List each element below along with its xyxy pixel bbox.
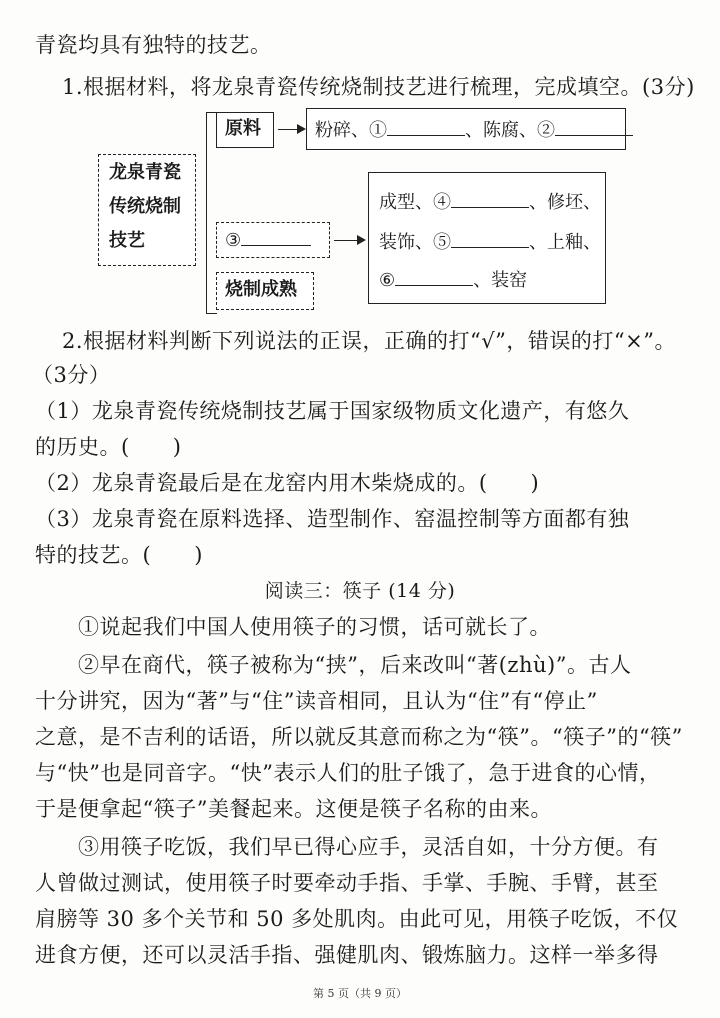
raw-content-b: 、陈腐、②	[465, 120, 555, 141]
root-line-3: 技艺	[109, 230, 145, 251]
blank-6[interactable]	[395, 267, 473, 286]
para-3-line-3: 肩膀等 30 多个关节和 50 多处肌肉。由此可见，用筷子吃饭，不仅	[35, 907, 679, 931]
root-line-2: 传统烧制	[109, 196, 181, 217]
mid-label: ③	[225, 230, 242, 251]
para-3-line-2: 人曾做过测试，使用筷子时要牵动手指、手掌、手腕、手臂，甚至	[35, 871, 659, 895]
question-1: 1.根据材料，将龙泉青瓷传统烧制技艺进行梳理，完成填空。(3分)	[62, 75, 695, 99]
reading-title: 阅读三：筷子 (14 分)	[264, 580, 456, 602]
process-box	[368, 172, 606, 304]
mid-box	[216, 222, 330, 258]
blank-4[interactable]	[451, 189, 529, 208]
para-2-line-4: 与“快”也是同音字。“快”表示人们的肚子饿了，急于进食的心情，	[35, 761, 661, 785]
blank-1[interactable]	[387, 117, 465, 136]
raw-content-a: 粉碎、①	[315, 120, 387, 141]
proc-1b: 、修坯、	[529, 192, 601, 213]
q2-item-2: （2）龙泉青瓷最后是在龙窑内用木柴烧成的。( )	[35, 471, 540, 495]
blank-2[interactable]	[555, 117, 633, 136]
blank-3[interactable]	[241, 227, 311, 246]
raw-steps-box	[306, 108, 626, 150]
para-2-line-1: ②早在商代，筷子被称为“挟”，后来改叫“著(zhù)”。古人	[78, 653, 632, 677]
proc-2a: 装饰、⑤	[379, 232, 451, 253]
q2-item-3b: 特的技艺。( )	[35, 543, 203, 567]
proc-2b: 、上釉、	[529, 232, 601, 253]
q2-line-1: 2.根据材料判断下列说法的正误，正确的打“√”，错误的打“×”。	[62, 329, 676, 353]
raw-label: 原料	[225, 118, 261, 139]
arrow-1	[278, 129, 304, 130]
page-footer: 第 5 页（共 9 页）	[313, 987, 407, 1000]
blank-5[interactable]	[451, 229, 529, 248]
q2-line-2: （3分）	[32, 363, 111, 387]
continuation-line: 青瓷均具有独特的技艺。	[35, 33, 272, 57]
root-box	[98, 154, 196, 266]
root-line-1: 龙泉青瓷	[109, 162, 181, 183]
q2-item-1a: （1）龙泉青瓷传统烧制技艺属于国家级物质文化遗产，有悠久	[35, 399, 630, 423]
firing-box	[216, 272, 314, 310]
para-2-line-2: 十分讲究，因为“著”与“住”读音相同，且认为“住”有“停止”	[35, 689, 598, 713]
para-3-line-4: 进食方便，还可以灵活手指、强健肌肉、锻炼脑力。这样一举多得	[35, 943, 659, 967]
para-2-line-5: 于是便拿起“筷子”美餐起来。这便是筷子名称的由来。	[35, 797, 552, 821]
raw-material-box	[216, 112, 274, 148]
q2-item-1b: 的历史。( )	[35, 435, 182, 459]
q2-item-3a: （3）龙泉青瓷在原料选择、造型制作、窑温控制等方面都有独	[35, 507, 630, 531]
proc-3a: ⑥	[379, 270, 396, 291]
para-1: ①说起我们中国人使用筷子的习惯，话可就长了。	[78, 615, 551, 639]
fire-label: 烧制成熟	[225, 279, 297, 300]
para-2-line-3: 之意，是不吉利的话语，所以就反其意而称之为“筷”。“筷子”的“筷”	[35, 725, 683, 749]
para-3-line-1: ③用筷子吃饭，我们早已得心应手，灵活自如，十分方便。有	[78, 835, 659, 859]
proc-1a: 成型、④	[379, 192, 451, 213]
arrow-2	[334, 240, 364, 241]
proc-3b: 、装窑	[473, 270, 528, 291]
